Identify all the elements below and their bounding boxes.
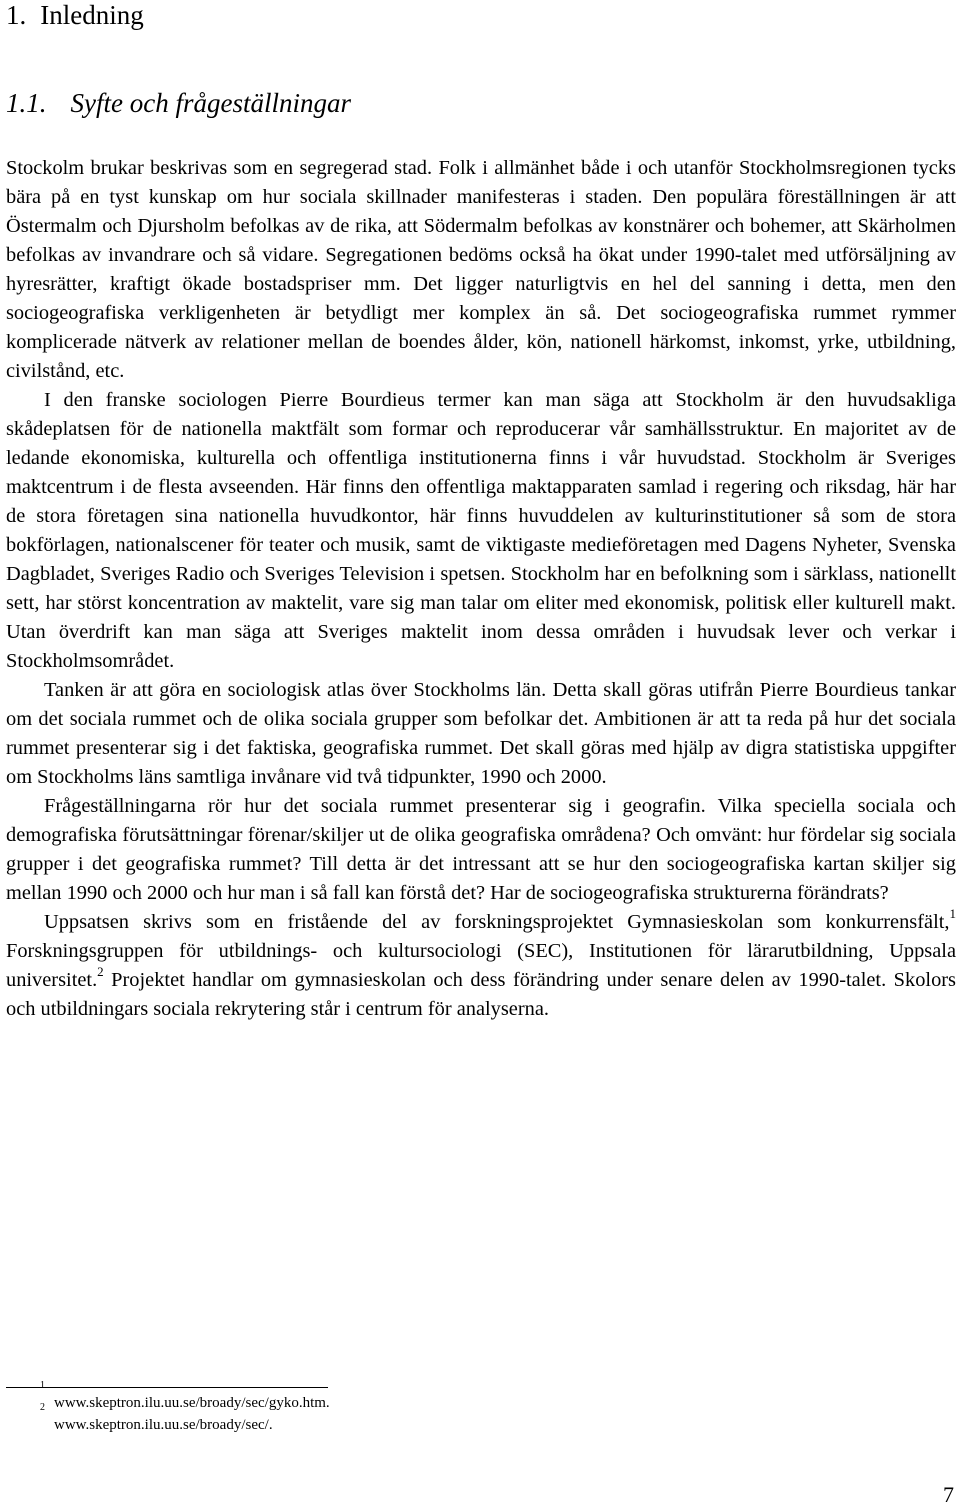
paragraph-5-part-3: Projektet handlar om gymnasieskolan och dess förändring under senare delen av 1990-talet. Skolors och utbildningars sociala rekrytering står i centrum för analyserna. xyxy=(6,969,956,1020)
footnote-divider xyxy=(6,1387,328,1388)
paragraph-2: I den franske sociologen Pierre Bourdieus termer kan man säga att Stockholm är den huvudsakliga skådeplatsen för de nationella maktfält som formar och reproducerar vår samhällsstruktur. En majoritet av de ledande ekonomiska, kulturella och offentliga institutionerna finns i vår huvudstad. Stockholm är Sveriges maktcentrum i de flesta avseenden. Här finns den offentliga maktapparaten samlad i regering och riksdag, här har de stora företagen sina nationella huvudkontor, här finns huvuddelen av kulturinstitutioner så som de stora bokförlagen, nationalscener för teater och musik, samt de viktigaste medieföretagen med Dagens Nyheter, Svenska Dagbladet, Sveriges Radio och Sveriges Television i spetsen. Stockholm har en befolkning som i särklass, nationellt sett, har störst koncentration av maktelit, vare sig man talar om eliter med ekonomisk, politisk eller kulturell makt. Utan överdrift kan man säga att Sveriges maktelit inom dessa områden i huvudsak lever och verkar i Stockholmsområdet. xyxy=(6,389,956,672)
section-heading xyxy=(6,88,956,118)
chapter-heading xyxy=(6,0,956,30)
document-page xyxy=(6,0,956,1024)
paragraph-5-part-1: Uppsatsen skrivs som en fristående del av forskningsprojektet Gymnasieskolan som konkurrensfält, xyxy=(44,911,950,933)
footnote-1: 1 www.skeptron.ilu.uu.se/broady/sec/gyko.htm. xyxy=(40,1380,330,1411)
paragraph-3: Tanken är att göra en sociologisk atlas över Stockholms län. Detta skall göras utifrån Pierre Bourdieus tankar om det sociala rummet och de olika sociala grupper som befolkar det. Ambitionen är att ta reda på hur det sociala rummet presenterar sig i det faktiska, geografiska rummet. Det skall göras med hjälp av digra statistiska uppgifter om Stockholms läns samtliga invånare vid två tidpunkter, 1990 och 2000. xyxy=(6,679,956,788)
chapter-number: 1. xyxy=(6,0,27,30)
footnote-ref-1: 1 xyxy=(949,906,956,922)
paragraph-1: Stockolm brukar beskrivas som en segregerad stad. Folk i allmänhet både i och utanför Stockholmsregionen tycks bära på en tyst kunskap om hur sociala skillnader manifesteras i staden. Den populära föreställningen är att Östermalm och Djursholm befolkas av de rika, att Södermalm befolkas av konstnärer och bohemer, att Skärholmen befolkas av invandrare och så vidare. Segregationen bedöms också ha ökat under 1990-talet med utförsäljning av hyresrätter, kraftigt ökade bostadspriser mm. Det ligger naturligtvis en hel del sanning i detta, men den sociogeografiska verkligenheten är betydligt mer komplex än så. Det sociogeografiska rummet rymmer komplicerade nätverk av relationer mellan de boendes ålder, kön, nationell härkomst, inkomst, yrke, utbildning, civilstånd, etc. xyxy=(6,157,956,382)
body-text xyxy=(6,154,956,1024)
paragraph-4: Frågeställningarna rör hur det sociala rummet presenterar sig i geografin. Vilka speciella sociala och demografiska förutsättningar förenar/skiljer ut de olika geografiska områdena? Och omvänt: hur fördelar sig sociala grupper i det geografiska rummet? Till detta är det intressant att se hur den sociogeografiska kartan skiljer sig mellan 1990 och 2000 och hur man i så fall kan förstå det? Har de sociogeografiska strukturerna förändrats? xyxy=(6,795,956,904)
page-number: 7 xyxy=(943,1482,954,1507)
section-title: Syfte och frågeställningar xyxy=(70,88,351,118)
paragraph-5 xyxy=(6,908,956,1024)
footnote-text-2: www.skeptron.ilu.uu.se/broady/sec/. xyxy=(54,1417,273,1433)
footnotes xyxy=(40,1380,330,1436)
paragraph-5-part-2: Forskningsgruppen för utbildnings- och kultursociologi (SEC), Institutionen för lärarutbildning, Uppsala universitet. xyxy=(6,940,956,991)
chapter-title: Inledning xyxy=(40,0,144,30)
footnote-text-1: www.skeptron.ilu.uu.se/broady/sec/gyko.htm. xyxy=(54,1395,330,1411)
footnote-ref-2: 2 xyxy=(97,964,104,980)
section-number: 1.1. xyxy=(6,88,47,118)
footnote-2: 2 www.skeptron.ilu.uu.se/broady/sec/. xyxy=(40,1402,273,1433)
